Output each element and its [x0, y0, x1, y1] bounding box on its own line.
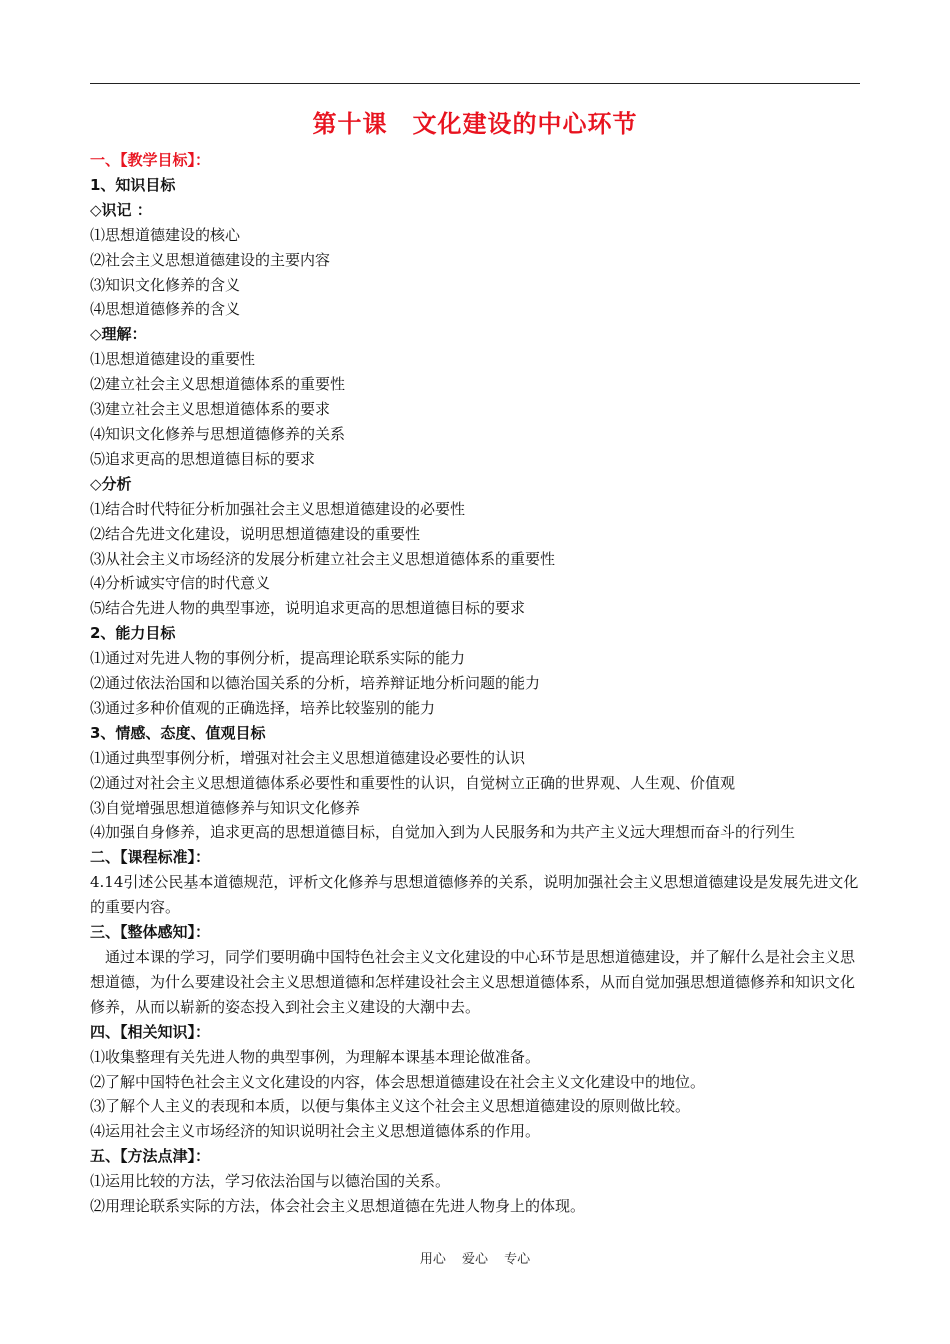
page-footer	[0, 1248, 950, 1267]
footer-text: 用心	[419, 1252, 446, 1267]
list-item: ⑴思想道德建设的核心	[90, 225, 241, 244]
list-item: ⑷思想道德修养的含义	[90, 300, 241, 319]
section-heading-standards: 二、【课程标准】：	[90, 848, 211, 867]
list-item: ⑷知识文化修养与思想道德修养的关系	[90, 424, 346, 443]
subheading-knowledge: 1、知识目标	[90, 175, 176, 194]
section-heading-objectives: 一、【教学目标】：	[90, 151, 211, 169]
list-item: ⑴运用比较的方法，学习依法治国与以德治国的关系。	[90, 1172, 451, 1191]
list-item: ⑵建立社会主义思想道德体系的重要性	[90, 375, 346, 394]
header-rule	[90, 83, 860, 84]
list-item: ⑸追求更高的思想道德目标的要求	[90, 449, 316, 468]
list-item: ⑵了解中国特色社会主义文化建设的内容，体会思想道德建设在社会主义文化建设中的地位。	[90, 1072, 706, 1091]
list-item: ⑵结合先进文化建设，说明思想道德建设的重要性	[90, 524, 421, 543]
list-item: ⑸结合先进人物的典型事迹，说明追求更高的思想道德目标的要求	[90, 599, 526, 618]
overview-paragraph: 通过本课的学习，同学们要明确中国特色社会主义文化建设的中心环节是思想道德建设，并了解什么是社会主义思想道德，为什么要建设社会主义思想道德和怎样建设社会主义思想道德体系，从而自觉加强思想道德修养和知识文化修养，从而以崭新的姿态投入到社会主义建设的大潮中去。	[90, 948, 856, 1016]
list-item: ⑴思想道德建设的重要性	[90, 350, 256, 369]
subheading-recall: ◇识记 ：	[90, 200, 152, 219]
list-item: ⑴通过典型事例分析，增强对社会主义思想道德建设必要性的认识	[90, 748, 526, 767]
list-item: ⑶通过多种价值观的正确选择，培养比较鉴别的能力	[90, 698, 436, 717]
list-item: ⑶知识文化修养的含义	[90, 275, 241, 294]
footer-text: 爱心	[461, 1252, 488, 1267]
subheading-understand: ◇理解：	[90, 325, 147, 344]
list-item: ⑵社会主义思想道德建设的主要内容	[90, 250, 331, 269]
list-item: ⑵通过对社会主义思想道德体系必要性和重要性的认识，自觉树立正确的世界观、人生观、价值观	[90, 773, 736, 792]
list-item: ⑴通过对先进人物的事例分析，提高理论联系实际的能力	[90, 649, 466, 668]
section-heading-methods: 五、【方法点津】：	[90, 1147, 211, 1166]
list-item: ⑴结合时代特征分析加强社会主义思想道德建设的必要性	[90, 499, 466, 518]
subheading-analysis: ◇分析	[90, 474, 132, 493]
section-heading-related: 四、【相关知识】：	[90, 1022, 211, 1041]
list-item: ⑶自觉增强思想道德修养与知识文化修养	[90, 798, 361, 817]
list-item: ⑷运用社会主义市场经济的知识说明社会主义思想道德体系的作用。	[90, 1122, 541, 1141]
page-title: 第十课 文化建设的中心环节	[312, 109, 638, 138]
list-item: ⑷分析诚实守信的时代意义	[90, 574, 271, 593]
standards-paragraph: 4.14引述公民基本道德规范，评析文化修养与思想道德修养的关系，说明加强社会主义思想道德建设是发展先进文化的重要内容。	[90, 873, 859, 917]
list-item: ⑷加强自身修养，追求更高的思想道德目标，自觉加入到为人民服务和为共产主义远大理想而奋斗的行列生	[90, 823, 796, 842]
list-item: ⑴收集整理有关先进人物的典型事例，为理解本课基本理论做准备。	[90, 1047, 541, 1066]
list-item: ⑶从社会主义市场经济的发展分析建立社会主义思想道德体系的重要性	[90, 549, 556, 568]
document-body	[90, 104, 860, 1219]
list-item: ⑶了解个人主义的表现和本质，以便与集体主义这个社会主义思想道德建设的原则做比较。	[90, 1097, 691, 1116]
list-item: ⑵用理论联系实际的方法，体会社会主义思想道德在先进人物身上的体现。	[90, 1197, 586, 1216]
subheading-ability: 2、能力目标	[90, 624, 176, 643]
section-heading-overview: 三、【整体感知】：	[90, 923, 211, 942]
subheading-emotion: 3、情感、态度、值观目标	[90, 723, 266, 742]
list-item: ⑶建立社会主义思想道德体系的要求	[90, 400, 331, 419]
list-item: ⑵通过依法治国和以德治国关系的分析，培养辩证地分析问题的能力	[90, 674, 541, 693]
footer-text: 专心	[504, 1252, 531, 1267]
